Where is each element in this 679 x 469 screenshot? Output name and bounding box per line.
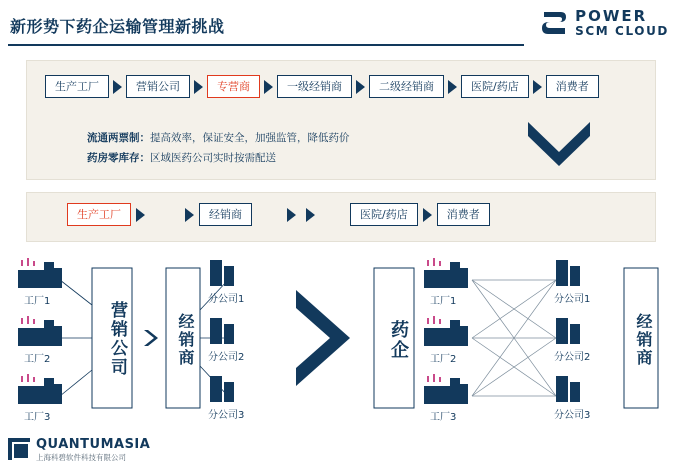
page-title: 新形势下药企运输管理新挑战: [10, 17, 225, 36]
slide-header: [0, 0, 679, 52]
pharma-company-label: 药企: [388, 320, 409, 360]
arrow-right-icon: [356, 80, 365, 94]
arrow-right-icon: [287, 208, 296, 222]
bottom-supply-chain: [67, 203, 490, 226]
policy-note-term: 药房零库存：: [87, 151, 150, 164]
factory-label: 工厂2: [430, 354, 457, 365]
factory-label: 工厂3: [24, 412, 51, 423]
chain-node: 经销商: [199, 203, 252, 226]
chain-node: 医院/药店: [461, 75, 529, 98]
branch-label: 分公司2: [208, 352, 245, 363]
arrow-right-icon: [264, 80, 273, 94]
title-divider: [8, 44, 524, 46]
arrow-right-icon: [448, 80, 457, 94]
policy-note-row: [87, 149, 350, 169]
arrow-right-icon: [185, 208, 194, 222]
arrow-right-icon: [533, 80, 542, 94]
policy-note-text: 提高效率，保证安全，加强监管，降低药价: [150, 132, 350, 144]
quantumasia-logo-icon: [8, 438, 30, 460]
chain-node-highlighted: 专营商: [207, 75, 260, 98]
top-supply-chain: [45, 75, 599, 98]
footer-logo: [8, 438, 150, 463]
distributor-label-left: 经销商: [176, 313, 195, 367]
company-subtitle: 上海科碧软件科技有限公司: [36, 452, 126, 462]
arrow-right-icon: [423, 208, 432, 222]
arrow-right-icon: [136, 208, 145, 222]
chain-node: 营销公司: [126, 75, 190, 98]
branch-label: 分公司3: [208, 410, 245, 421]
factory-label: 工厂2: [24, 354, 51, 365]
marketing-company-label: 营销公司: [107, 301, 127, 377]
chain-node: 消费者: [546, 75, 599, 98]
policy-note-text: 区域医药公司实时按需配送: [150, 151, 276, 164]
branch-label: 分公司3: [554, 410, 591, 421]
factory-label: 工厂1: [24, 296, 51, 307]
power-scm-logo-icon: [541, 8, 567, 38]
branch-label: 分公司1: [554, 294, 591, 305]
arrow-right-icon: [113, 80, 122, 94]
chain-node: 消费者: [437, 203, 490, 226]
brand-name-primary: POWER: [575, 6, 648, 25]
factory-label: 工厂3: [430, 412, 457, 423]
brand-logo: [541, 8, 669, 38]
branch-label: 分公司2: [554, 352, 591, 363]
policy-note-term: 流通两票制：: [87, 132, 150, 144]
factory-label: 工厂1: [430, 296, 457, 307]
chain-node: 一级经销商: [277, 75, 352, 98]
arrow-right-icon: [194, 80, 203, 94]
chain-node: 生产工厂: [45, 75, 109, 98]
policy-note-row: [87, 129, 350, 149]
chain-node-highlighted: 生产工厂: [67, 203, 131, 226]
chain-node: 二级经销商: [369, 75, 444, 98]
distributor-label-right: 经销商: [634, 313, 653, 367]
chain-node: 医院/药店: [350, 203, 418, 226]
arrow-right-icon: [306, 208, 315, 222]
branch-label: 分公司1: [208, 294, 245, 305]
brand-name-secondary: SCM CLOUD: [575, 23, 669, 38]
company-name: QUANTUMASIA: [36, 437, 151, 453]
chevron-down-icon: [528, 122, 590, 166]
bottom-chain-panel: [26, 192, 656, 242]
policy-notes: [87, 129, 350, 169]
distribution-diagram: [0, 250, 679, 430]
